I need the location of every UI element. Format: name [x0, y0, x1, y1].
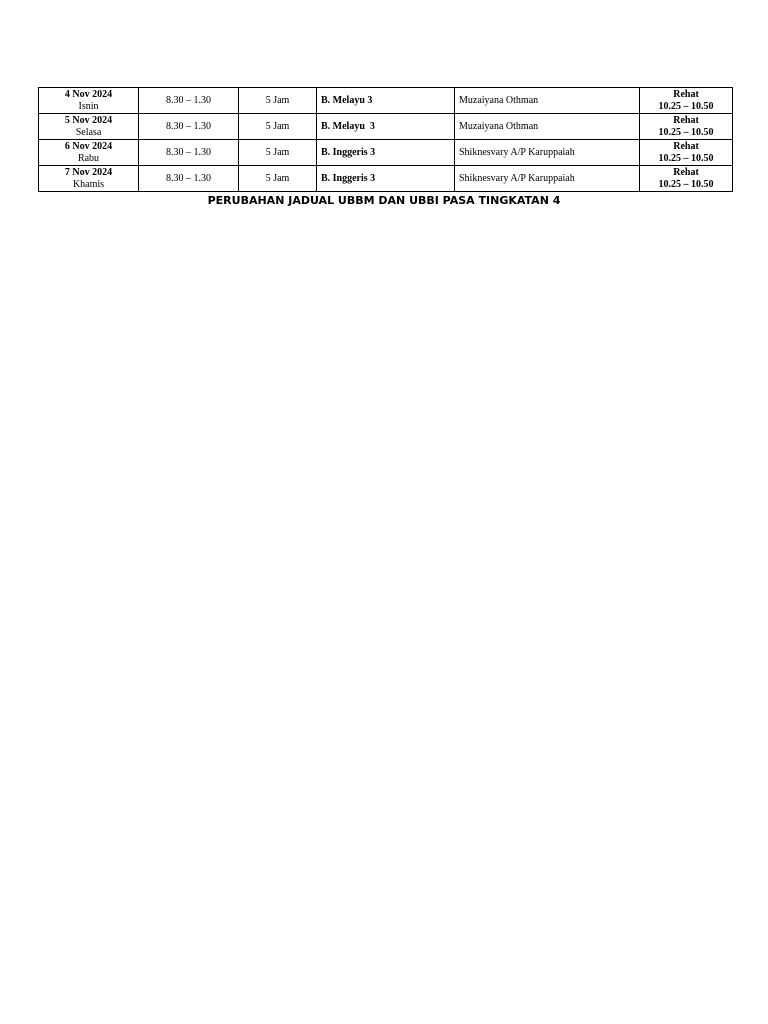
schedule-table-body [39, 88, 733, 192]
break-label: Rehat [673, 166, 699, 178]
date-cell [39, 114, 139, 140]
date-text: 4 Nov 2024 [64, 88, 113, 100]
date-text: 6 Nov 2024 [64, 140, 113, 152]
duration-cell: 5 Jam [239, 114, 317, 140]
subject-cell: B. Inggeris 3 [317, 166, 455, 192]
break-cell [640, 88, 733, 114]
table-row [39, 140, 733, 166]
break-cell [640, 114, 733, 140]
table-row [39, 166, 733, 192]
subject-cell: B. Melayu 3 [317, 88, 455, 114]
day-text: Rabu [77, 152, 100, 164]
schedule-table [38, 87, 733, 192]
break-cell [640, 140, 733, 166]
time-cell: 8.30 – 1.30 [139, 88, 239, 114]
break-time: 10.25 – 10.50 [658, 126, 714, 138]
break-label: Rehat [673, 88, 699, 100]
date-cell [39, 88, 139, 114]
duration-cell: 5 Jam [239, 166, 317, 192]
time-cell: 8.30 – 1.30 [139, 114, 239, 140]
day-text: Isnin [78, 100, 99, 112]
date-cell [39, 140, 139, 166]
date-cell [39, 166, 139, 192]
day-text: Selasa [75, 126, 102, 138]
teacher-cell: Muzaiyana Othman [455, 88, 640, 114]
break-time: 10.25 – 10.50 [658, 178, 714, 190]
date-text: 7 Nov 2024 [64, 166, 113, 178]
table-row [39, 88, 733, 114]
teacher-cell: Shiknesvary A/P Karuppaiah [455, 140, 640, 166]
duration-cell: 5 Jam [239, 88, 317, 114]
subject-cell: B. Inggeris 3 [317, 140, 455, 166]
date-text: 5 Nov 2024 [64, 114, 113, 126]
table-caption: PERUBAHAN JADUAL UBBM DAN UBBI PASA TINGKATAN 4 [207, 194, 561, 207]
duration-cell: 5 Jam [239, 140, 317, 166]
time-cell: 8.30 – 1.30 [139, 140, 239, 166]
table-row [39, 114, 733, 140]
break-time: 10.25 – 10.50 [658, 100, 714, 112]
break-time: 10.25 – 10.50 [658, 152, 714, 164]
day-text: Khamis [72, 178, 105, 190]
break-label: Rehat [673, 140, 699, 152]
time-cell: 8.30 – 1.30 [139, 166, 239, 192]
subject-cell: B. Melayu 3 [317, 114, 455, 140]
break-cell [640, 166, 733, 192]
teacher-cell: Shiknesvary A/P Karuppaiah [455, 166, 640, 192]
break-label: Rehat [673, 114, 699, 126]
teacher-cell: Muzaiyana Othman [455, 114, 640, 140]
